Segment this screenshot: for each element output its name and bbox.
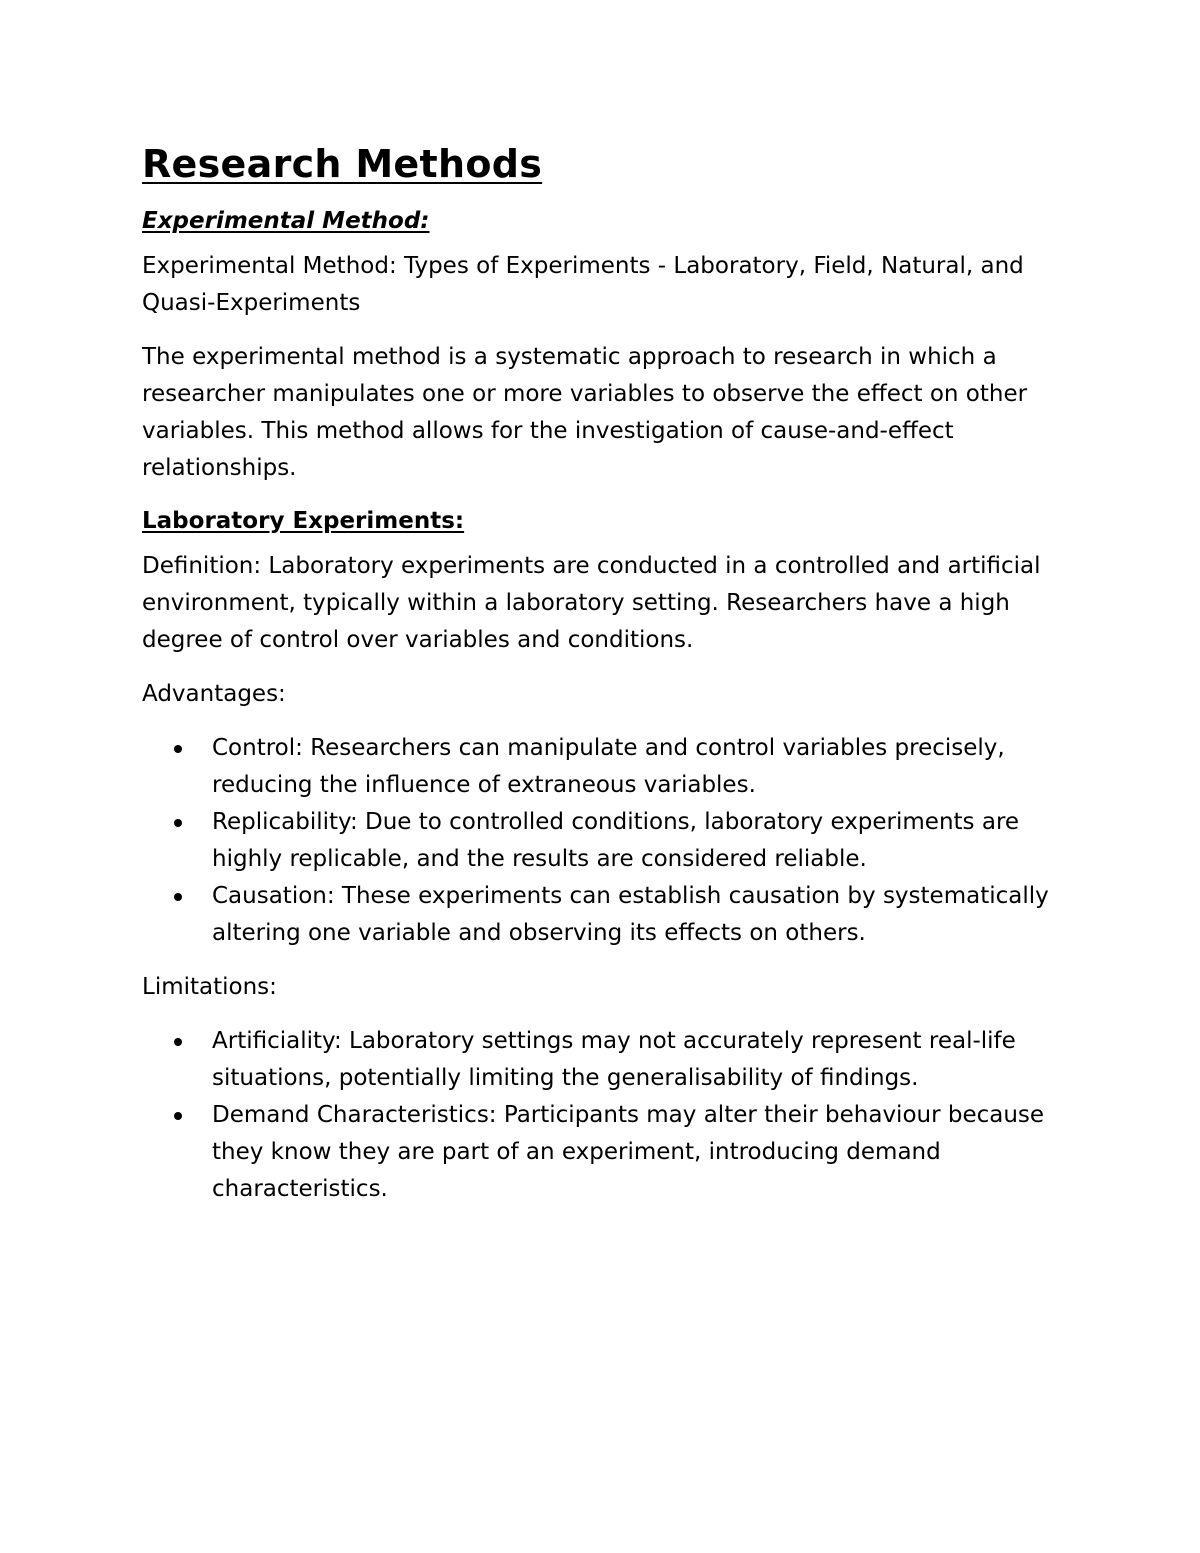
- bullet-icon: [174, 1112, 182, 1120]
- advantage-text: Replicability: Due to controlled conditions, laboratory experiments are highly replicable, and the results are considered reliable.: [212, 809, 1020, 872]
- advantage-text: Control: Researchers can manipulate and control variables precisely, reducing the influence of extraneous variables.: [212, 735, 1005, 798]
- list-item: [142, 730, 1062, 804]
- document-title: Research Methods: [142, 142, 543, 186]
- advantages-label: Advantages:: [142, 681, 286, 707]
- experimental-types-paragraph: Experimental Method: Types of Experiments - Laboratory, Field, Natural, and Quasi-Experiments: [142, 253, 1024, 316]
- bullet-icon: [174, 745, 182, 753]
- limitation-text: Artificiality: Laboratory settings may not accurately represent real-life situations, potentially limiting the generalisability of findings.: [212, 1028, 1016, 1091]
- limitation-text: Demand Characteristics: Participants may alter their behaviour because they know they are part of an experiment, introducing demand characteristics.: [212, 1102, 1045, 1202]
- document-content: [142, 138, 1062, 1225]
- laboratory-definition-paragraph: Definition: Laboratory experiments are conducted in a controlled and artificial environment, typically within a laboratory setting. Researchers have a high degree of control over variables and conditions.: [142, 553, 1041, 653]
- bullet-icon: [174, 1038, 182, 1046]
- list-item: [142, 1097, 1062, 1208]
- advantages-list: [142, 730, 1062, 952]
- experimental-method-heading: Experimental Method:: [142, 208, 430, 234]
- list-item: [142, 804, 1062, 878]
- bullet-icon: [174, 893, 182, 901]
- advantage-text: Causation: These experiments can establish causation by systematically altering one variable and observing its effects on others.: [212, 883, 1049, 946]
- experimental-intro-paragraph: The experimental method is a systematic approach to research in which a researcher manipulates one or more variables to observe the effect on other variables. This method allows for the investigation of cause-and-effect relationships.: [142, 344, 1028, 481]
- list-item: [142, 1023, 1062, 1097]
- bullet-icon: [174, 819, 182, 827]
- limitations-list: [142, 1023, 1062, 1208]
- list-item: [142, 878, 1062, 952]
- laboratory-experiments-heading: Laboratory Experiments:: [142, 508, 465, 534]
- limitations-label: Limitations:: [142, 974, 277, 1000]
